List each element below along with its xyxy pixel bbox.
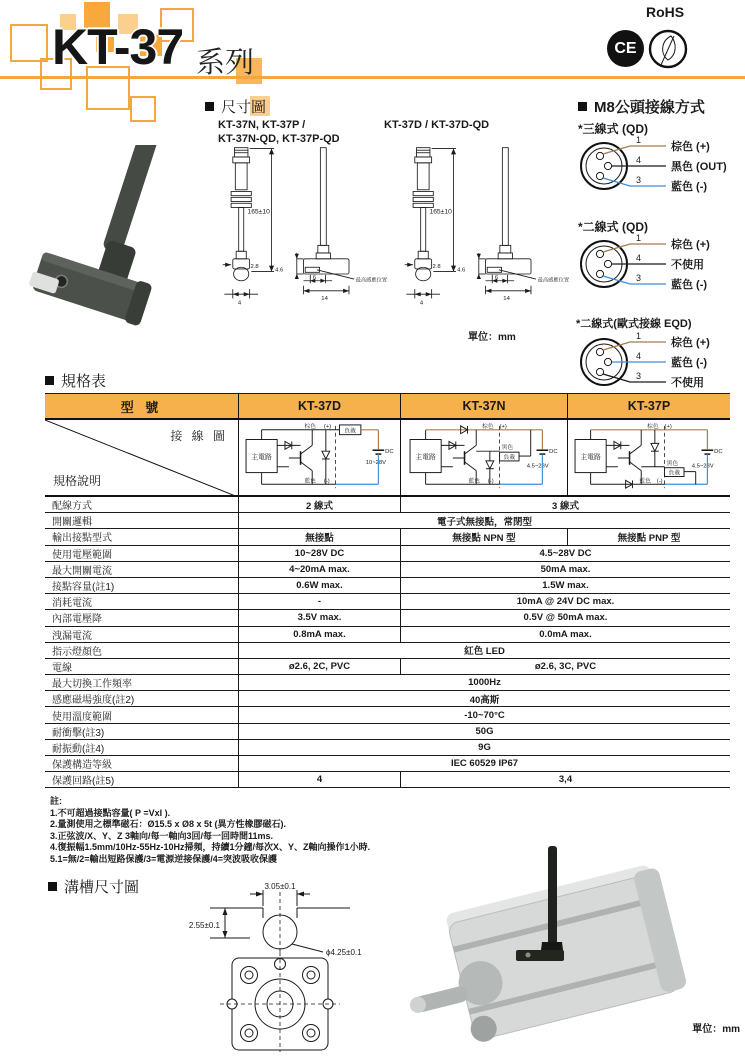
header-rule [0,76,745,79]
spec-cell: 0.0mA max. [400,627,730,642]
wiring-diagram-label: 接 線 圖 [170,429,228,443]
svg-text:主電路: 主電路 [580,453,601,461]
spec-row-label: 開關邏輯 [52,517,92,529]
spec-cell: 0.8mA max. [238,627,400,642]
spec-row [45,594,730,610]
spec-cell: 1.5W max. [400,578,730,593]
spec-row [45,691,730,707]
spec-cell: 3,4 [400,772,730,787]
spec-cell: 0.5V @ 50mA max. [400,610,730,625]
spec-cell: 無接點 NPN 型 [400,529,567,544]
svg-text:黑色: 黑色 [501,444,514,451]
notes-block [50,796,370,865]
svg-text:主電路: 主電路 [415,453,436,461]
note-item: 4.復振幅1.5mm/10Hz-55Hz-10Hz掃頻，持續1分鐘/每次X、Y、Z軸向操作1小時. [50,842,371,852]
model-kt37d: KT-37D [238,394,400,418]
circuit-kt37n [406,422,562,494]
section-dimensions [205,96,266,117]
svg-text:4: 4 [636,253,642,263]
spec-row-label: 耐振動(註4) [52,743,105,755]
svg-text:棕色: 棕色 [647,423,659,430]
svg-text:3: 3 [636,273,642,283]
model-kt37p: KT-37P [567,394,730,418]
svg-text:主電路: 主電路 [250,453,272,461]
spec-row [45,643,730,659]
m8-connector-2-diagram [578,233,742,295]
spec-row-label: 消耗電流 [52,598,92,610]
spec-row-label: 最大切換工作頻率 [52,679,132,691]
svg-text:不使用: 不使用 [671,377,704,389]
spec-cell: 9G [238,740,730,755]
svg-text:4: 4 [636,351,642,361]
spec-cell: 3.5V max. [238,610,400,625]
svg-text:棕色: 棕色 [482,423,494,430]
svg-text:3.05±0.1: 3.05±0.1 [264,882,296,891]
spec-row [45,724,730,740]
section-dimensions-title: 尺寸圖 [221,99,267,116]
spec-row-label: 內部電壓降 [52,614,102,626]
spec-cell: 1000Hz [238,675,730,690]
svg-text:DC: DC [714,448,723,455]
svg-text:負載: 負載 [668,470,681,477]
svg-text:3: 3 [636,371,642,381]
dim-models-left: KT-37N, KT-37P / KT-37N-QD, KT-37P-QD [218,119,340,145]
spec-row-label: 感應磁場強度(註2) [52,695,135,707]
spec-row-label: 指示燈顏色 [52,646,102,658]
spec-row [45,707,730,723]
spec-row-label: 電線 [52,662,72,674]
spec-cell: 4~20mA max. [238,562,400,577]
svg-text:藍色 (-): 藍色 (-) [671,279,708,291]
spec-cell: -10~70°C [238,707,730,722]
spec-table-header [45,394,730,420]
spec-row [45,659,730,675]
spec-cell: 50G [238,724,730,739]
spec-description-label: 規格說明 [53,474,102,488]
svg-text:棕色 (+): 棕色 (+) [671,141,710,153]
note-item: 5.1=無/2=輸出短路保護/3=電源逆接保護/4=突波吸收保護 [50,853,278,864]
spec-row-label: 配線方式 [52,501,92,513]
svg-text:(+): (+) [323,423,331,430]
spec-row [45,562,730,578]
spec-cell: 無接點 [238,529,400,544]
note-item: 1.不可超過接點容量( P =VxI ). [50,807,171,818]
note-item: 3.正弦波/X、Y、Z 3軸向/每一軸向3回/每一回時間11ms. [50,830,274,841]
section-bullet-icon [205,102,214,111]
wiring-cell-kt37p [567,420,730,495]
svg-text:(-): (-) [323,477,330,484]
svg-text:藍色 (-): 藍色 (-) [671,357,708,369]
svg-text:藍色: 藍色 [639,477,651,484]
svg-text:4.5~28V: 4.5~28V [526,463,549,470]
spec-cell: 3 線式 [400,497,730,512]
svg-text:(+): (+) [664,423,672,430]
spec-row [45,546,730,562]
spec-cell: 4.5~28V DC [400,546,730,561]
wiring-cell-kt37n [400,420,567,495]
spec-row-label: 保護構造等級 [52,760,112,772]
spec-row [45,740,730,756]
section-m8-title: M8公頭接線方式 [594,99,705,116]
svg-text:DC: DC [549,448,558,455]
spec-cell: 4 [238,772,400,787]
svg-text:不使用: 不使用 [671,259,704,271]
svg-text:ϕ4.25±0.1: ϕ4.25±0.1 [326,948,362,957]
spec-cell: 10~28V DC [238,546,400,561]
model-kt37n: KT-37N [400,394,567,418]
svg-text:(-): (-) [487,477,494,484]
svg-text:藍色: 藍色 [303,477,316,484]
section-bullet-icon [48,882,57,891]
svg-text:(+): (+) [499,423,507,430]
spec-row [45,675,730,691]
section-groove [48,876,139,897]
spec-row-label: 洩漏電流 [52,630,92,642]
svg-text:棕色: 棕色 [303,423,316,430]
rohs-leaf-icon [648,28,689,71]
spec-row [45,497,730,513]
spec-cell: 電子式無接點，常閉型 [238,513,730,528]
svg-text:負載: 負載 [343,428,356,435]
spec-cell: 10mA @ 24V DC max. [400,594,730,609]
svg-text:黑色 (OUT): 黑色 (OUT) [671,161,727,173]
spec-row [45,513,730,529]
svg-text:1: 1 [636,233,642,243]
spec-table [45,393,730,788]
spec-rows [45,497,730,788]
ce-mark-icon: CE [607,30,644,67]
note-item: 2.量測使用之標準磁石：Ø15.5 x Ø8 x 5t (異方性橡膠磁石). [50,819,287,829]
spec-cell: - [238,594,400,609]
spec-row-label: 耐衝擊(註3) [52,727,105,739]
spec-cell: ø2.6, 3C, PVC [400,659,730,674]
bottom-unit-label: 單位：mm [692,1024,740,1035]
spec-cell: 50mA max. [400,562,730,577]
svg-text:2.55±0.1: 2.55±0.1 [188,921,220,930]
dimension-drawing-np [212,146,390,306]
groove-dimension-drawing [150,880,400,1052]
section-bullet-icon [45,376,54,385]
circuit-kt37p [571,422,727,494]
spec-row [45,627,730,643]
svg-text:(-): (-) [656,477,663,484]
m8-connector-3-diagram [578,331,742,393]
spec-row-label: 使用電壓範圍 [52,549,112,561]
spec-row-label: 輸出接點型式 [52,533,112,545]
section-bullet-icon [578,102,587,111]
spec-row [45,610,730,626]
section-m8 [578,96,705,117]
spec-row [45,756,730,772]
wiring-diagram-row [45,420,730,497]
svg-text:藍色: 藍色 [468,477,481,484]
spec-row-label: 保護回路(註5) [52,776,115,788]
spec-cell: 紅色 LED [238,643,730,658]
m8-connector-1-diagram [578,135,742,197]
spec-row [45,578,730,594]
spec-row-label: 最大開關電流 [52,565,112,577]
diagonal-header-cell [45,420,238,495]
m8-connector-2-title: *二線式 (QD) [578,220,648,234]
circuit-kt37d [242,422,398,494]
wiring-cell-kt37d [238,420,400,495]
dimension-drawing-d [394,146,572,306]
spec-row-label: 使用溫度範圍 [52,711,112,723]
svg-text:4.5~28V: 4.5~28V [691,463,714,470]
svg-text:棕色 (+): 棕色 (+) [671,337,710,349]
spec-cell: 2 線式 [238,497,400,512]
page-title-series: 系列 [196,47,255,79]
spec-cell: 0.6W max. [238,578,400,593]
svg-text:負載: 負載 [503,454,516,461]
svg-text:10~28V: 10~28V [365,459,386,466]
spec-cell: 無接點 PNP 型 [567,529,730,544]
svg-text:棕色 (+): 棕色 (+) [671,239,710,251]
section-spec-title: 規格表 [61,373,107,390]
page-title: KT-37 [52,19,184,75]
rohs-label: RoHS [646,4,685,20]
product-photo [5,145,190,350]
spec-row [45,772,730,788]
notes-title: 註: [50,796,62,806]
m8-connector-1-title: *三線式 (QD) [578,122,648,136]
svg-text:1: 1 [636,331,642,341]
section-groove-title: 溝槽尺寸圖 [64,879,140,896]
model-header-label: 型 號 [120,399,163,415]
svg-text:黑色: 黑色 [666,460,679,467]
spec-row [45,529,730,545]
svg-text:3: 3 [636,175,642,185]
spec-row-label: 接點容量(註1) [52,582,115,594]
spec-cell: ø2.6, 2C, PVC [238,659,400,674]
dim-unit-label: 單位：mm [468,332,516,343]
section-spec [45,370,106,391]
spec-cell: 40高斯 [238,691,730,706]
spec-cell: IEC 60529 IP67 [238,756,730,771]
svg-text:藍色 (-): 藍色 (-) [671,181,708,193]
dim-models-right: KT-37D / KT-37D-QD [384,119,490,131]
m8-connector-3-title: *二線式(歐式接線 EQD) [576,318,692,330]
svg-text:4: 4 [636,155,642,165]
svg-text:1: 1 [636,135,642,145]
svg-text:DC: DC [384,448,394,455]
